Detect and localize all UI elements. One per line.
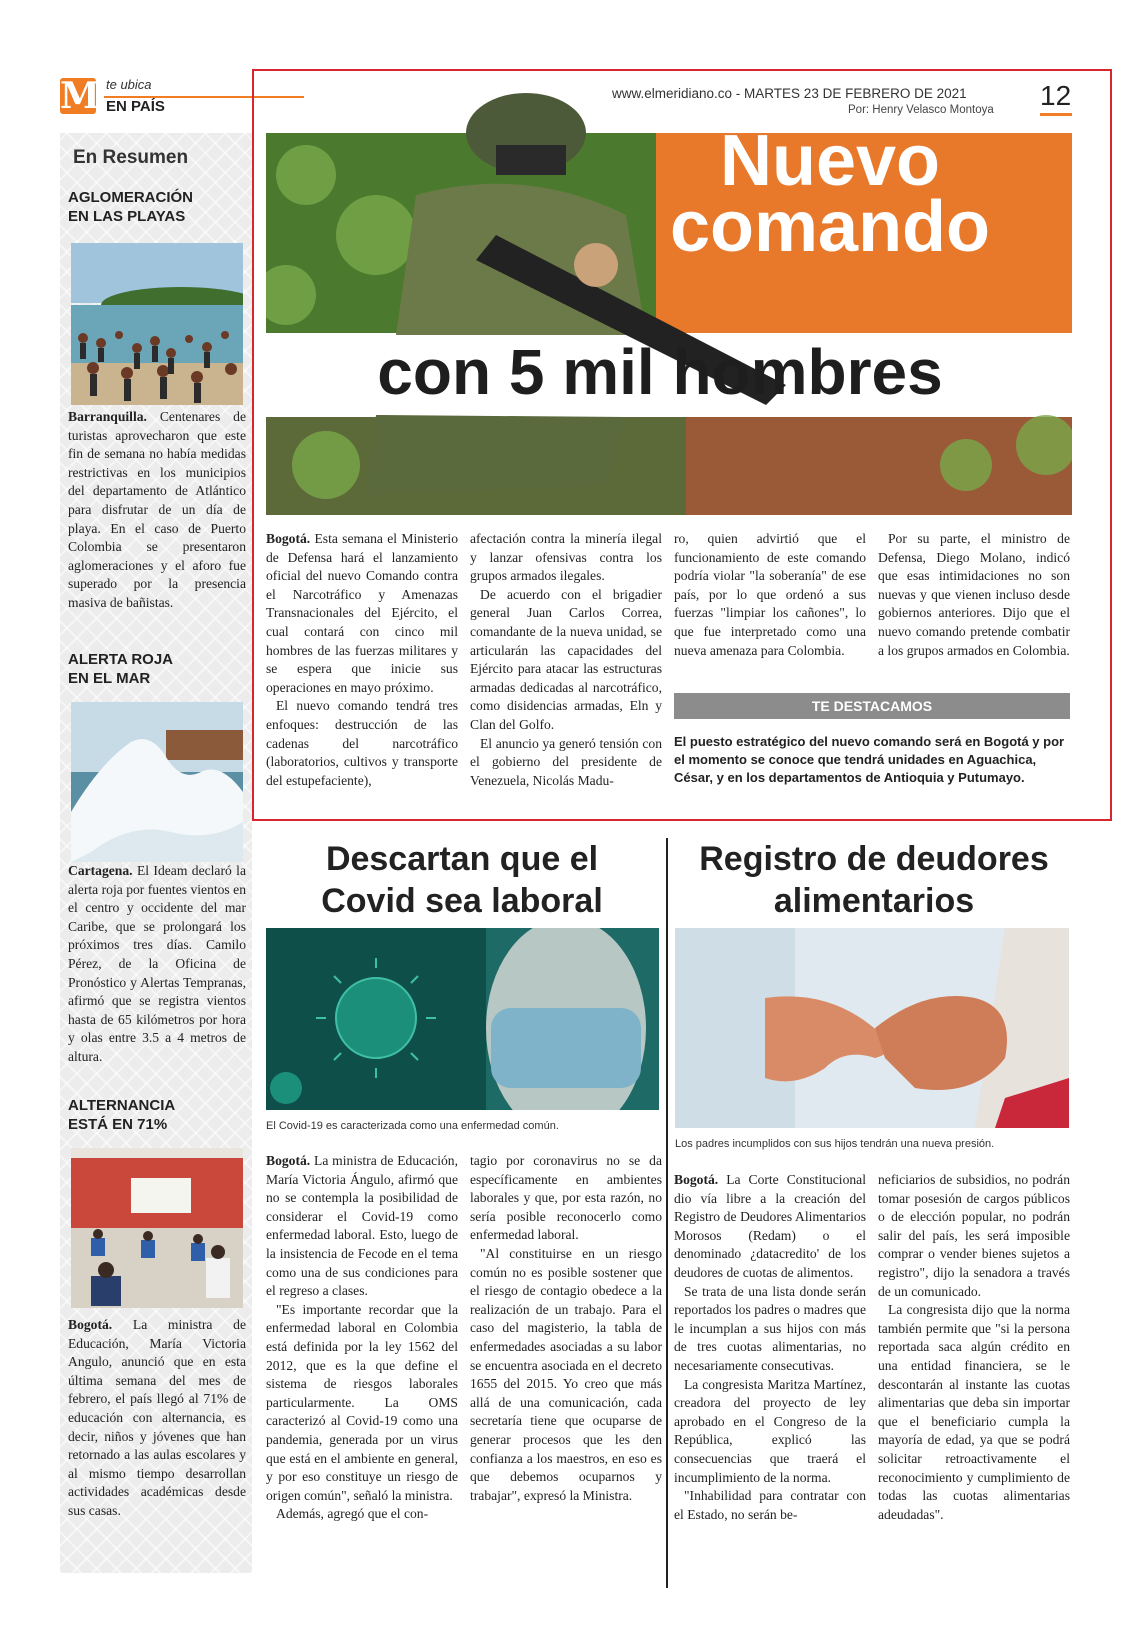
sidebar-item-text: Barranquilla. Centenares de turistas aprovecharon que este fin de semana no había medidas restrictivas en los municipios del departamento de Atlántico para disfrutar de un día de playa. En el caso de Puerto Colombia se presentaron aglomeraciones y el aforo fue superado por la presencia masiva de bañistas. [68,409,246,610]
highlight-label-bar: TE DESTACAMOS [674,693,1070,719]
sidebar-item-text: Cartagena. El Ideam declaró la alerta roja por fuentes vientos en el centro y occidente del mar Caribe, que se prolongará los próximos tres días. Camilo Pérez, de la Oficina de Pronóstico y Alertas Tempranas, afirmó que se registra vientos hasta de 65 kilómetros por hora y olas entre 3.5 a 4 metros de altura. [68,863,246,1064]
lead-headline-bottom: con 5 mil hombres [377,336,943,408]
lead-column-4: Por su parte, el ministro de Defensa, Diego Molano, indicó que esas intimidaciones no son nuevas y que vienen incluso desde gobiernos anteriores. Dijo que el nuevo comando pretende combatir a los grupos armados en Colombia. [878,531,1070,658]
section-tag: te ubica [106,77,152,92]
story2-column-2: tagio por coronavirus no se da específicamente en ambientes laborales y que, por esta razón, no sería posible reconocerlo como enfermedad laboral. "Al constituirse en un riesgo común no es posible sostener que el riesgo de contagio obedece a la realización de un trabajo. Para el caso del magisterio, la tabla de enfermedades asociadas a su labor se encuentra asociada en el decreto 1655 del 2015. Yo creo que más allá de una comunicación, cada secretaría tiene que ocuparse de generar procesos que les den confianza a los maestros, en eso es que debemos ocuparnos y trabajar", expresó la Ministra. [470,1153,662,1503]
story3-headline: Registro de deudores alimentarios [699,840,1049,920]
highlight-text: El puesto estratégico del nuevo comando será en Bogotá y por el momento se conoce que tendrá unidades en Aguachica, César, y en los departamentos de Antioquia y Putumayo. [674,734,1065,785]
hands-photo [675,928,1069,1128]
byline: Por: Henry Velasco Montoya [848,104,994,116]
lead-column-3: ro, quien advirtió que el funcionamiento de este comando podría violar "la soberanía" de ese país, por lo que ordenó a sus fuerzas "limpiar los cañones", lo que fue interpretado como una nueva amenaza para Colombia. [674,531,866,658]
site-and-date: www.elmeridiano.co - MARTES 23 DE FEBRERO DE 2021 [612,86,967,101]
story3-caption: Los padres incumplidos con sus hijos tendrán una nueva presión. [675,1138,995,1150]
lead-headline-top: Nuevo comando [669,121,991,267]
sea-waves-photo [71,702,243,862]
sidebar-item-text: Bogotá. La ministra de Educación, María Victoria Angulo, anunció que en esta última semana del mes de febrero, el país llegó al 71% de educación con alternancia, es decir, niños y jóvenes que han retornado a las aulas escolares y al mismo tiempo desarrollan actividades académicas desde sus casas. [68,1317,246,1518]
story3-column-1: Bogotá. La Corte Constitucional dio vía libre a la creación del Registro de Deudores Alimentarios Morosos (Redam) o el denominado ¿datacredito' de los deudores de cuotas de alimentos. Se trata de una lista donde serán reportados los padres o madres que le incumplan a sus hijos con más de tres cuotas alimentarias, no necesariamente consecutivas. La congresista Maritza Martínez, creadora del proyecto de ley aprobado en el Congreso de la República, explicó las consecuencias que traerá el incumplimiento de la norma. "Inhabilidad para contratar con el Estado, no serán be- [674,1172,866,1522]
lead-column-2: afectación contra la minería ilegal y lanzar ofensivas contra los grupos armados ilegales. De acuerdo con el brigadier general Juan Carlos Correa, comandante de la nueva unidad, se articularán las capacidades del Ejército para atacar las estructuras armadas dedicadas al narcotráfico, como disidencias armadas, Eln y Clan del Golfo. El anuncio ya generó tensión con el gobierno del presidente de Venezuela, Nicolás Madu- [470,531,662,788]
covid-mask-photo [266,928,659,1110]
beach-crowd-photo [71,243,243,405]
sidebar-heading: ALERTA ROJA EN EL MAR [68,651,173,687]
sidebar-title: En Resumen [73,147,189,168]
lead-column-1: Bogotá. Esta semana el Ministerio de Defensa hará el lanzamiento oficial del nuevo Comando contra el Narcotráfico y Amenazas Transnacionales del Ejército, el cual contará con cinco mil hombres de las fuerzas militares y se espera que inicie sus operaciones en mayo próximo. El nuevo comando tendrá tres enfoques: destrucción de las cadenas del narcotráfico (laboratorios, cultivos y transporte del estupefaciente), [266,531,458,788]
sidebar-heading: AGLOMERACIÓN EN LAS PLAYAS [68,189,193,225]
story2-headline: Descartan que el Covid sea laboral [321,840,603,920]
page-number: 12 [1040,80,1072,111]
story2-caption: El Covid-19 es caracterizada como una enfermedad común. [266,1120,559,1132]
section-name: EN PAÍS [106,98,165,115]
story2-column-1: Bogotá. La ministra de Educación, María Victoria Ángulo, afirmó que no se contempla la posibilidad de considerar el Covid-19 como enfermedad laboral. Esto, luego de la insistencia de Fecode en el tema como una de sus condiciones para el regreso a clases. "Es importante recordar que la enfermedad laboral en Colombia está definida por la ley 1562 del 2012, que es la que define el sistema de riesgos laborales particularmente. La OMS caracterizó al Covid-19 como una pandemia, generada por un virus que está en el ambiente en general, y por eso constituye un riesgo de origen común", señaló la ministra. Además, agregó que el con- [266,1153,458,1522]
classroom-photo [71,1148,243,1308]
story3-column-2: neficiarios de subsidios, no podrán tomar posesión de cargos públicos o de elección popular, no podrán salir del país, les será imposible comprar o vender bienes sujetos a registro", dijo la senadora a través de un comunicado. La congresista dijo que la norma también permite que "si la persona reportada saca algún crédito en una entidad financiera, se le descontarán al instante las cuotas alimentarias que deba sin importar que el beneficiario cumpla la mayoría de edad, ya que se podrá solicitar retroactivamente el reconocimiento y cumplimiento de todas las cuotas alimentarias adeudadas". [878,1172,1070,1522]
logo-m-icon: M [60,75,100,117]
sidebar-heading: ALTERNANCIA ESTÁ EN 71% [68,1097,176,1133]
story-divider [666,838,668,1588]
